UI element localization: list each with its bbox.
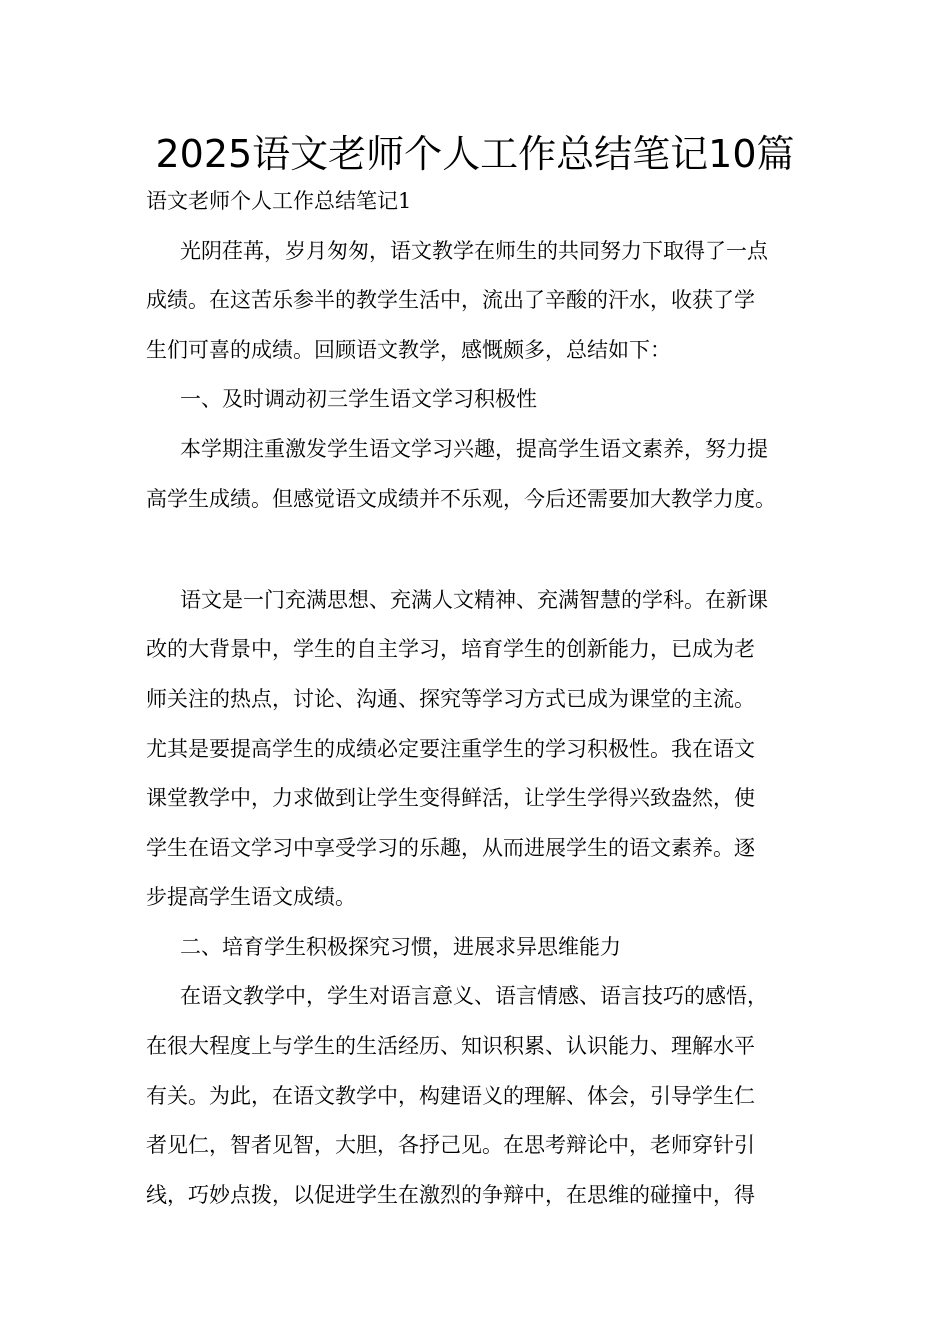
paragraph-line: 线，巧妙点拨，以促进学生在激烈的争辩中，在思维的碰撞中，得: [146, 1183, 755, 1207]
paragraph-line: 生们可喜的成绩。回顾语文教学，感慨颇多，总结如下：: [146, 338, 671, 362]
paragraph-line: 者见仁，智者见智，大胆，各抒己见。在思考辩论中，老师穿针引: [146, 1133, 755, 1157]
paragraph-line: 有关。为此，在语文教学中，构建语义的理解、体会，引导学生仁: [146, 1084, 755, 1108]
section-subtitle: 语文老师个人工作总结笔记1: [146, 189, 412, 213]
paragraph-line: 尤其是要提高学生的成绩必定要注重学生的学习积极性。我在语文: [146, 737, 755, 761]
paragraph-line: 改的大背景中，学生的自主学习，培育学生的创新能力，已成为老: [146, 637, 755, 661]
paragraph-line: 语文是一门充满思想、充满人文精神、充满智慧的学科。在新课: [180, 588, 768, 612]
section-heading: 一、及时调动初三学生语文学习积极性: [180, 387, 537, 411]
paragraph-line: 在很大程度上与学生的生活经历、知识积累、认识能力、理解水平: [146, 1034, 755, 1058]
paragraph-line: 步提高学生语文成绩。: [146, 885, 356, 909]
paragraph-line: 学生在语文学习中享受学习的乐趣，从而进展学生的语文素养。逐: [146, 836, 755, 860]
paragraph-line: 课堂教学中，力求做到让学生变得鲜活，让学生学得兴致盎然，使: [146, 786, 755, 810]
paragraph-line: 高学生成绩。但感觉语文成绩并不乐观，今后还需要加大教学力度。: [146, 487, 776, 511]
paragraph-line: 在语文教学中，学生对语言意义、语言情感、语言技巧的感悟，: [180, 984, 768, 1008]
section-heading: 二、培育学生积极探究习惯，进展求异思维能力: [180, 935, 621, 959]
paragraph-line: 本学期注重激发学生语文学习兴趣，提高学生语文素养，努力提: [180, 437, 768, 461]
paragraph-line: 光阴荏苒，岁月匆匆，语文教学在师生的共同努力下取得了一点: [180, 239, 768, 263]
paragraph-line: 师关注的热点，讨论、沟通、探究等学习方式已成为课堂的主流。: [146, 687, 755, 711]
paragraph-line: 成绩。在这苦乐参半的教学生活中，流出了辛酸的汗水，收获了学: [146, 288, 755, 312]
document-title: 2025语文老师个人工作总结笔记10篇: [155, 132, 795, 176]
